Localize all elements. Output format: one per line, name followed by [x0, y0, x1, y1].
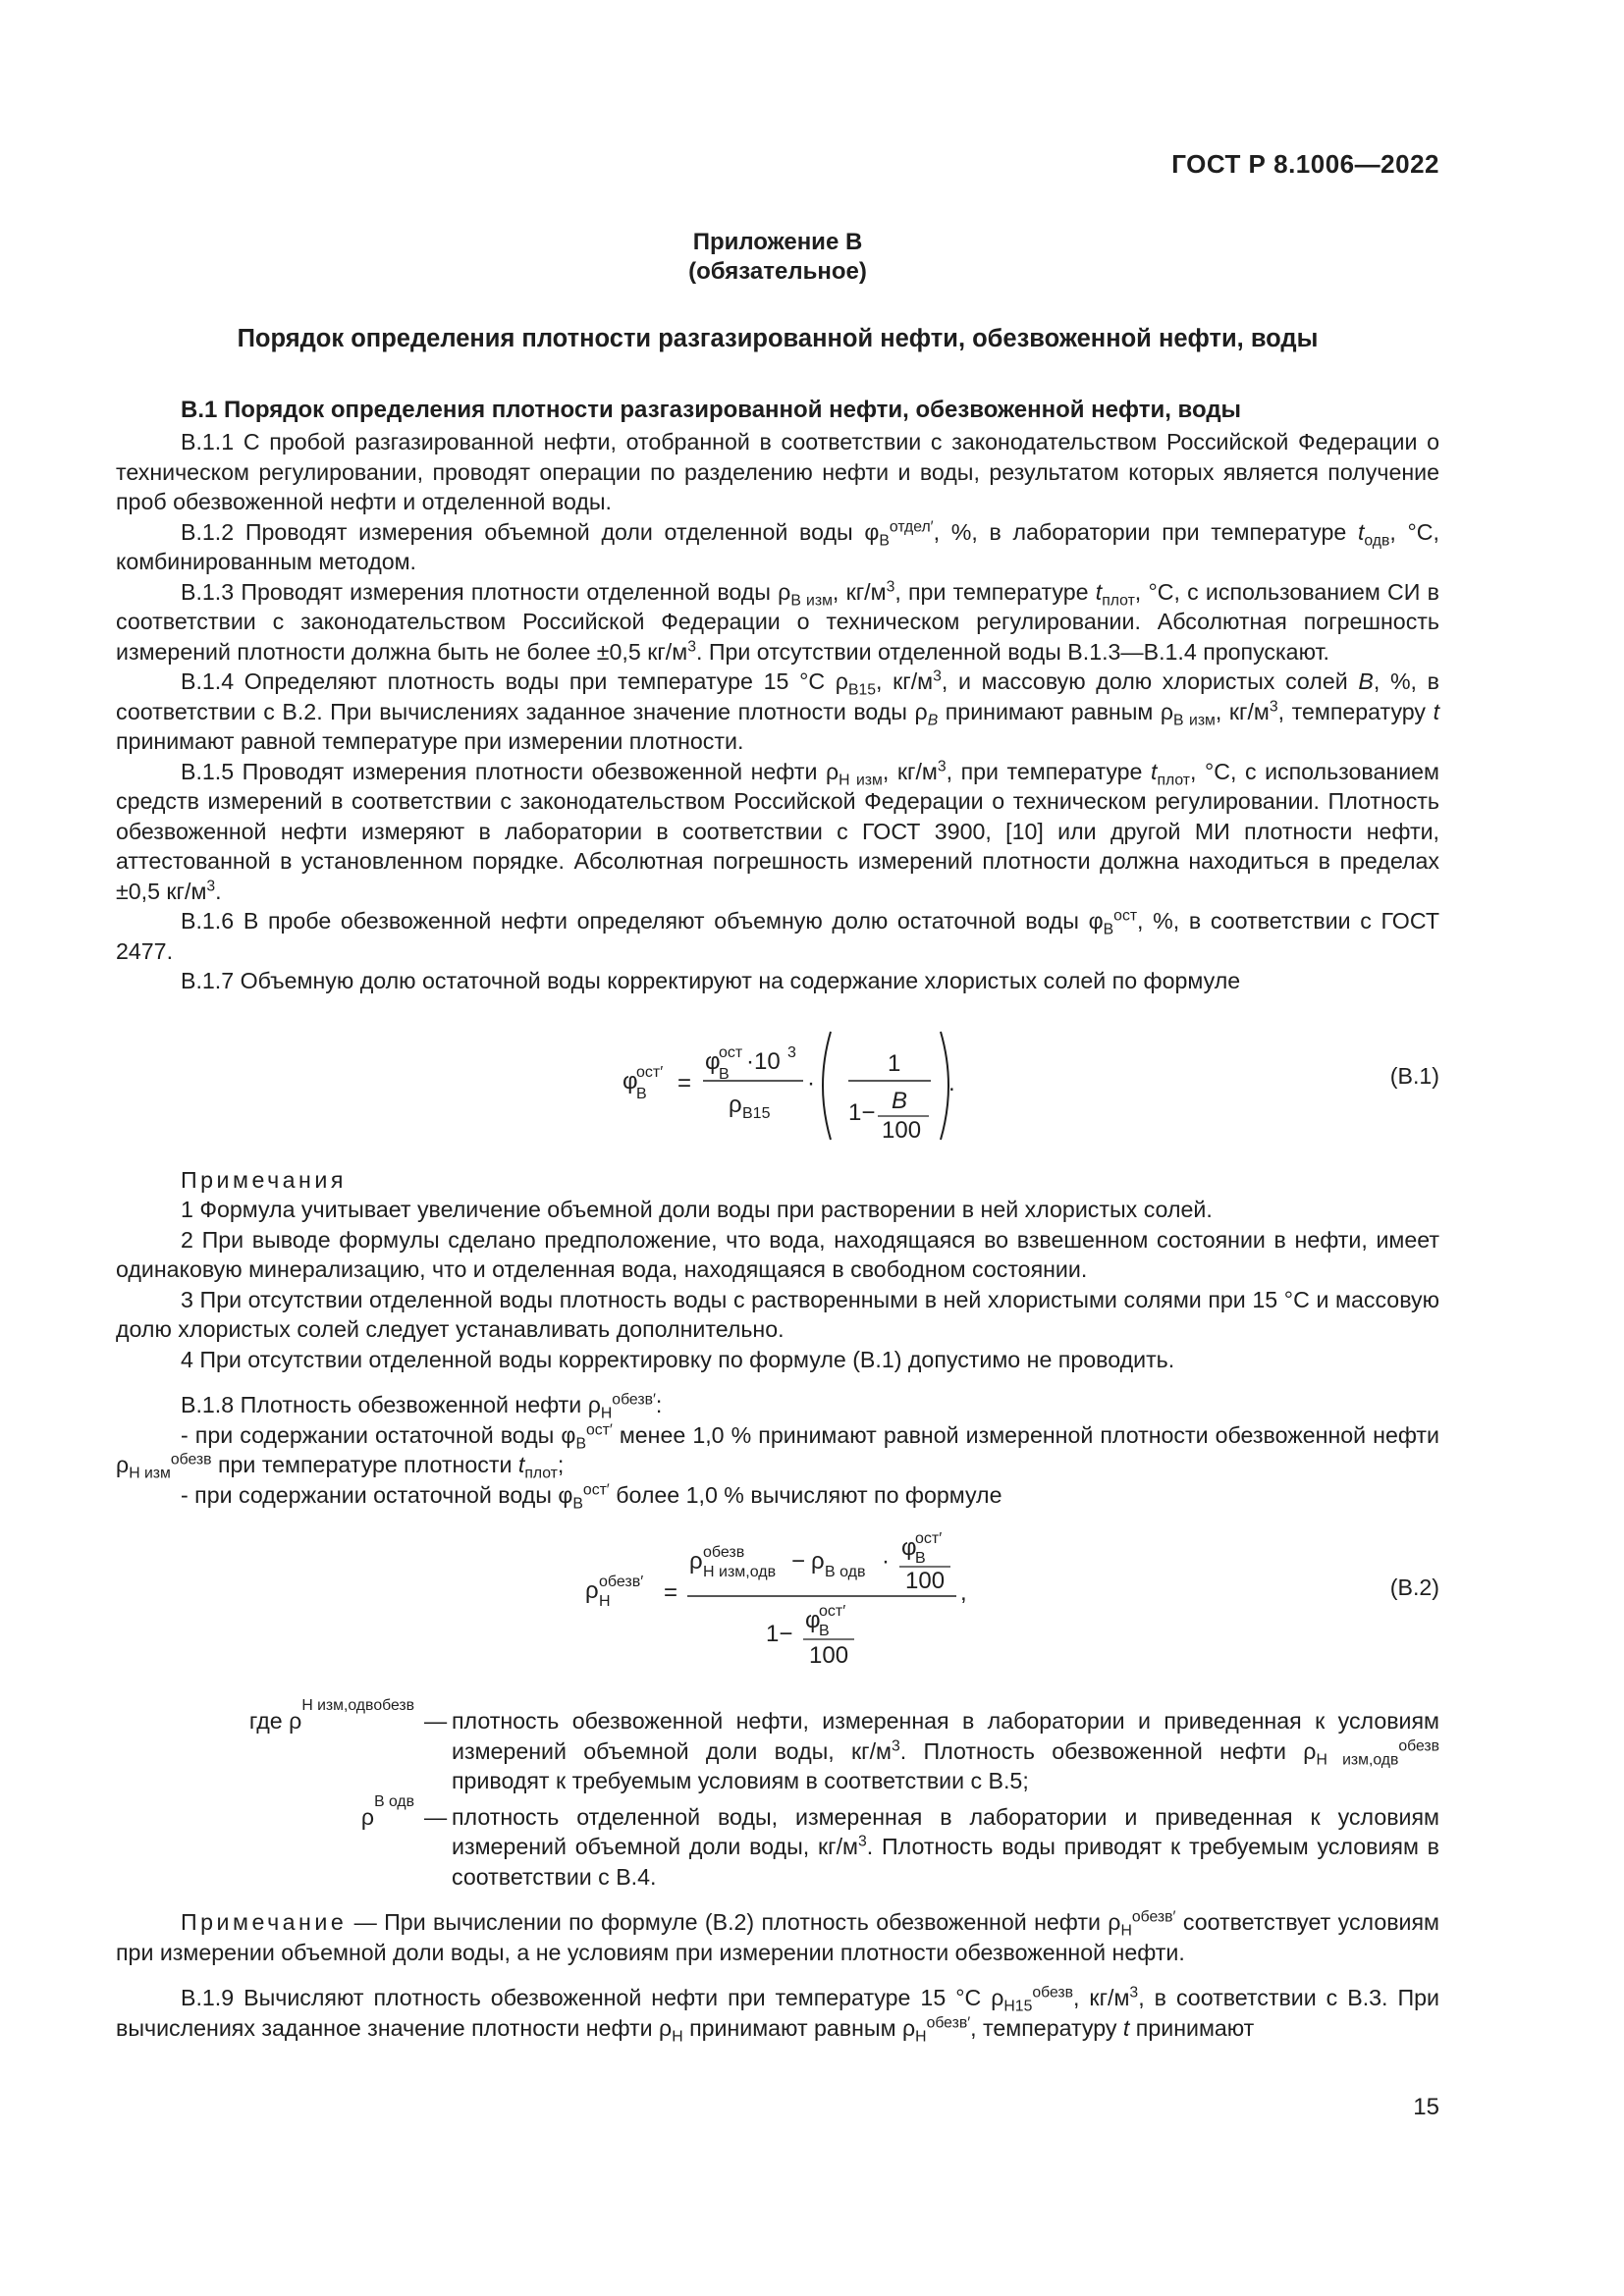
definition-text: плотность отделенной воды, измеренная в лаборатории и приведенная к условиям измерений объемной доли воды, $кг/м^3$. Плотность воды приводят к требуемым условиям в соответствии с В.4. [452, 1803, 1440, 1890]
paragraph-b-1-8: В.1.8 Плотность обезвоженной нефти $\rho_Н^{обезв'}$: [181, 1391, 663, 1422]
formula-b2 [116, 1531, 1439, 1679]
formula-b1-number: (В.1) [1389, 1062, 1439, 1089]
paragraph-b-1-8-item-1: - при содержании остаточной воды $\varphi_В^{ост'}$ менее 1,0 % принимают равной измеренной плотности обезвоженной нефти $\rho_{Н изм}^{обезв}$ при температуре плотности $t_{плот}$; [116, 1420, 1440, 1482]
section-heading: В.1 Порядок определения плотности разгазированной нефти, обезвоженной нефти, воды [181, 396, 1242, 423]
formula-b1-graphic [116, 1012, 1439, 1159]
definition-term: ρ В одв [360, 1792, 414, 1830]
f1-eq: = [677, 1069, 692, 1096]
f1-inner-num: 1 [888, 1049, 901, 1077]
f1-end: . [948, 1069, 955, 1096]
f2-b-base: ρ [811, 1548, 825, 1575]
f2-den-a: 1− [766, 1621, 793, 1647]
paragraph-b-1-8-item-2: - при содержании остаточной воды $\varphi_В^{ост'}$ более 1,0 % вычисляют по формуле [181, 1480, 1002, 1513]
paragraph-b-1-7: В.1.7 Объемную долю остаточной воды корректируют на содержание хлористых солей по формуле [181, 968, 1241, 993]
f2-eq: = [664, 1579, 678, 1606]
f1-num-exp: 3 [787, 1043, 796, 1061]
definitions-list [116, 1697, 1440, 1892]
f1-right-paren [941, 1032, 948, 1140]
paragraph-b-1-1: В.1.1 С пробой разгазированной нефти, отобранной в соответствии с законодательством Российской Федерации о техническом регулировании, проводят операции по разделению нефти и воды, результатом которых является получение проб обезвоженной нефти и отделенной воды. [116, 429, 1439, 514]
notes-block [116, 1165, 1439, 1375]
page-content [116, 228, 1440, 2046]
definition-rho-h-izm-odv [116, 1697, 1439, 1796]
f2-lhs-sub: Н [599, 1593, 611, 1610]
f1-inner-den-den: 100 [882, 1116, 922, 1144]
paragraph-b-1-4: В.1.4 Определяют плотность воды при температуре 15 °С $\rho_{В15}$, $кг/м^3$, и массовую долю хлористых солей B, %, в соответствии с В.2. При вычислениях заданное значение плотности воды $\rho_B$ принимают равным $\rho_{В изм}$, $кг/м^3$, температуру t принимают равной температуре при измерении плотности. [116, 667, 1440, 754]
f2-a-sub: Н изм,одв [703, 1564, 777, 1580]
definition-dash: — [424, 1708, 448, 1734]
formula-b1 [116, 1012, 1439, 1159]
paragraph-b-1-3: В.1.3 Проводят измерения плотности отделенной воды $\rho_{В изм}$, $кг/м^3$, при температуре $t_{плот}$, °С, с использованием СИ в соответствии с законодательством Российской Федерации о техническом регулировании. Абсолютная погрешность измерений плотности должна быть не более ±0,5 $кг/м^3$. При отсутствии отделенной воды В.1.3—В.1.4 пропускают. [116, 577, 1439, 665]
f2-c-base: φ [901, 1534, 917, 1561]
f1-lhs-base: φ [623, 1067, 638, 1095]
page-number: 15 [1413, 2094, 1439, 2120]
f2-c-sup: ост′ [915, 1531, 943, 1547]
f1-num-base: φ [705, 1047, 721, 1075]
f2-comma: , [960, 1579, 967, 1606]
f1-num-sup: ост [719, 1043, 743, 1061]
f2-minus: − [791, 1548, 806, 1575]
f2-a-base: ρ [689, 1548, 703, 1575]
appendix-status: (обязательное) [688, 258, 867, 285]
main-title: Порядок определения плотности разгазированной нефти, обезвоженной нефти, воды [237, 325, 1319, 352]
paragraph-b-1-2: В.1.2 Проводят измерения объемной доли отделенной воды $\varphi_В^{отдел'}$, %, в лаборатории при температуре $t_{одв}$, °С, комбинированным методом. [116, 517, 1439, 574]
f2-b-sub: В одв [825, 1564, 866, 1580]
definition-rho-b-odv [116, 1792, 1440, 1893]
definition-text: плотность обезвоженной нефти, измеренная в лаборатории и приведенная к условиям измерений объемной доли воды, $кг/м^3$. Плотность обезвоженной нефти $\rho_{Н изм,одв}^{обезв}$ приводят к требуемым условиям в соответствии с В.5; [452, 1708, 1439, 1793]
f1-num-sub: В [719, 1065, 730, 1083]
f2-den-sub: В [819, 1623, 830, 1639]
f1-dot: · [807, 1069, 815, 1096]
f1-den-base: ρ [729, 1091, 742, 1118]
formula-b2-graphic [116, 1531, 1439, 1679]
f1-den-sub: В15 [742, 1104, 771, 1122]
f2-den-sup: ост′ [819, 1603, 846, 1620]
formula-b2-number: (В.2) [1389, 1575, 1439, 1600]
paragraph-b-1-9: В.1.9 Вычисляют плотность обезвоженной нефти при температуре 15 °С $\rho_{Н15}^{обезв}$, $кг/м^3$, в соответствии с В.3. При вычислениях заданное значение плотности нефти $\rho_Н$ принимают равным $\rho_Н^{обезв'}$, температуру t принимают [116, 1984, 1439, 2046]
definition-dash: — [424, 1803, 448, 1830]
f1-lhs-sup: ост′ [636, 1063, 664, 1081]
f2-den-base: φ [805, 1607, 821, 1633]
note-2: 2 При выводе формулы сделано предположение, что вода, находящаяся во взвешенном состоянии в нефти, имеет одинаковую минерализацию, что и отделенная вода, находящаяся в свободном состоянии. [116, 1226, 1439, 1282]
definition-term: где ρ Н изм,одв обезв [248, 1697, 414, 1734]
f2-den-den: 100 [809, 1642, 849, 1669]
note-4: 4 При отсутствии отделенной воды корректировку по формуле (В.1) допустимо не проводить. [181, 1346, 1175, 1372]
f2-a-sup: обезв [703, 1544, 745, 1561]
note-formula-b2: Примечание — При вычислении по формуле (В.2) плотность обезвоженной нефти $\rho_Н^{обезв'}$ соответствует условиям при измерении объемной доли воды, а не условиям при измерении плотности обезвоженной нефти. [116, 1908, 1439, 1965]
f1-left-paren [823, 1032, 831, 1140]
f1-lhs-sub: В [636, 1085, 647, 1102]
f2-dot: · [882, 1548, 890, 1575]
note-1: 1 Формула учитывает увеличение объемной доли воды при растворении в ней хлористых солей. [181, 1197, 1213, 1222]
f2-c-den: 100 [905, 1568, 946, 1594]
appendix-title: Приложение В [692, 229, 863, 255]
note-3: 3 При отсутствии отделенной воды плотность воды с растворенными в ней хлористыми солями при 15 °С и массовую долю хлористых солей следует устанавливать дополнительно. [116, 1286, 1439, 1342]
f2-c-sub: В [915, 1550, 926, 1567]
f1-num-mult: ·10 [746, 1047, 781, 1075]
f2-lhs-sup: обезв′ [599, 1574, 644, 1590]
paragraph-b-1-6: В.1.6 В пробе обезвоженной нефти определяют объемную долю остаточной воды $\varphi_В^{ост}$, %, в соответствии с ГОСТ 2477. [116, 907, 1439, 964]
document-header: ГОСТ Р 8.1006—2022 [1171, 149, 1439, 179]
f2-lhs-base: ρ [585, 1577, 599, 1604]
f1-inner-den-num: B [892, 1087, 908, 1114]
notes-heading: Примечания [181, 1166, 347, 1193]
f1-inner-den-a: 1− [848, 1098, 876, 1126]
paragraph-b-1-5: В.1.5 Проводят измерения плотности обезвоженной нефти $\rho_{Н изм}$, $кг/м^3$, при температуре $t_{плот}$, °С, с использованием средств измерений в соответствии с законодательством Российской Федерации о техническом регулировании. Плотность обезвоженной нефти измеряют в лаборатории в соответствии с ГОСТ 3900, [10] или другой МИ плотности нефти, аттестованной в установленном порядке. Абсолютная погрешность измерений плотности должна находиться в пределах ±0,5 $кг/м^3$. [116, 757, 1439, 904]
